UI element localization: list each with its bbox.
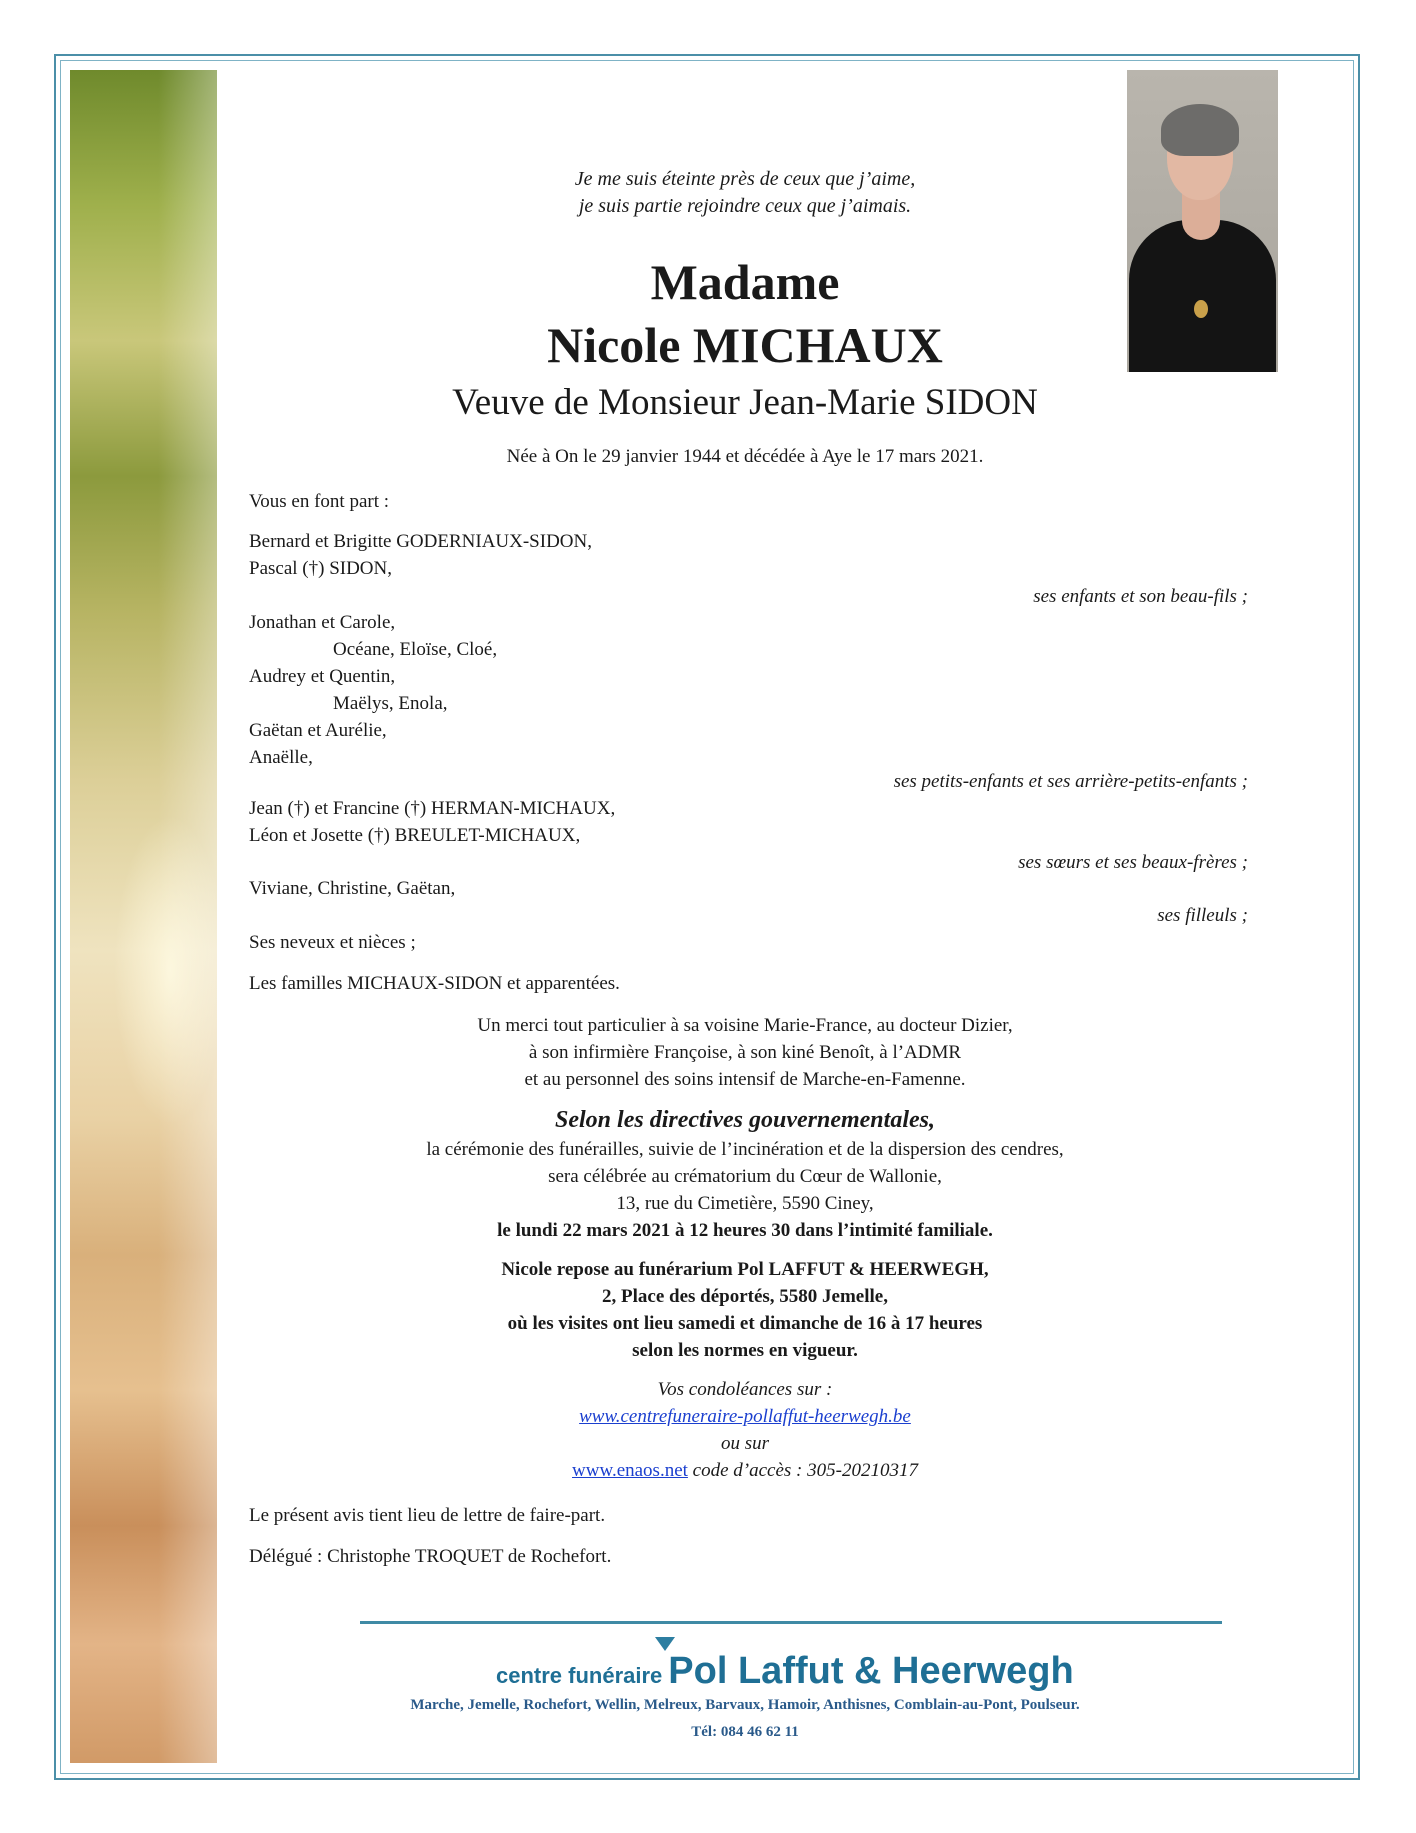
list-item: Audrey et Quentin, bbox=[249, 666, 396, 687]
list-item: Gaëtan et Aurélie, bbox=[249, 720, 387, 741]
footer-rule bbox=[360, 1621, 1222, 1624]
list-item: Pascal (†) SIDON, bbox=[249, 558, 393, 579]
list-item: Jean (†) et Francine (†) HERMAN-MICHAUX, bbox=[249, 798, 616, 819]
delegate-line: Délégué : Christophe TROQUET de Rochefort. bbox=[249, 1546, 612, 1567]
godchildren-role: ses filleuls ; bbox=[1157, 905, 1248, 926]
epigraph bbox=[240, 166, 1250, 220]
list-item: Bernard et Brigitte GODERNIAUX-SIDON, bbox=[249, 531, 592, 552]
list-item: Léon et Josette (†) BREULET-MICHAUX, bbox=[249, 825, 581, 846]
list-item: Océane, Eloïse, Cloé, bbox=[333, 639, 498, 660]
title-name: Nicole MICHAUX bbox=[547, 317, 943, 373]
funerarium-line: selon les normes en vigueur. bbox=[632, 1340, 858, 1361]
condolences-block bbox=[240, 1376, 1250, 1484]
epigraph-line: je suis partie rejoindre ceux que j’aimais. bbox=[578, 195, 912, 217]
logo-big-text: Pol Laffut & Heerwegh bbox=[668, 1650, 1074, 1692]
thanks-line: Un merci tout particulier à sa voisine Marie-France, au docteur Dizier, bbox=[477, 1015, 1013, 1036]
siblings-role: ses sœurs et ses beaux-frères ; bbox=[1018, 852, 1248, 873]
thanks-line: et au personnel des soins intensif de Marche-en-Famenne. bbox=[524, 1069, 966, 1090]
epigraph-line: Je me suis éteinte près de ceux que j’aime, bbox=[574, 168, 916, 190]
funeral-home-logo bbox=[496, 1650, 1126, 1693]
title-madame: Madame bbox=[650, 254, 840, 310]
list-item: Jonathan et Carole, bbox=[249, 612, 396, 633]
condolences-label: Vos condoléances sur : bbox=[657, 1379, 833, 1400]
footer-phone: Tél: 084 46 62 11 bbox=[691, 1724, 799, 1740]
nephews-line: Ses neveux et nièces ; bbox=[249, 932, 416, 953]
notice-line: Le présent avis tient lieu de lettre de faire-part. bbox=[249, 1505, 606, 1526]
funerarium-line: 2, Place des déportés, 5580 Jemelle, bbox=[602, 1286, 888, 1307]
funerarium-line: Nicole repose au funérarium Pol LAFFUT & HEERWEGH, bbox=[501, 1259, 989, 1280]
title-widow-of: Veuve de Monsieur Jean-Marie SIDON bbox=[452, 382, 1038, 423]
ceremony-line: la cérémonie des funérailles, suivie de l’incinération et de la dispersion des cendres, bbox=[426, 1139, 1064, 1160]
ceremony-date: le lundi 22 mars 2021 à 12 heures 30 dans l’intimité familiale. bbox=[497, 1220, 993, 1241]
godchildren-line: Viviane, Christine, Gaëtan, bbox=[249, 878, 456, 899]
siblings-list bbox=[249, 795, 615, 849]
thanks-line: à son infirmière Françoise, à son kiné Benoît, à l’ADMR bbox=[528, 1042, 962, 1063]
funerarium-line: où les visites ont lieu samedi et dimanche de 16 à 17 heures bbox=[507, 1313, 983, 1334]
families-line: Les familles MICHAUX-SIDON et apparentées. bbox=[249, 973, 620, 994]
ceremony-line: 13, rue du Cimetière, 5590 Ciney, bbox=[616, 1193, 874, 1214]
forest-path-photo bbox=[70, 70, 217, 1763]
intro-text: Vous en font part : bbox=[249, 491, 390, 512]
condolences-link-enaos[interactable]: www.enaos.net bbox=[572, 1460, 688, 1481]
access-code: code d’accès : 305-20210317 bbox=[687, 1460, 918, 1481]
list-item: Anaëlle, bbox=[249, 747, 313, 768]
logo-arrow-icon bbox=[655, 1637, 675, 1651]
children-role: ses enfants et son beau-fils ; bbox=[1033, 586, 1248, 607]
ceremony-block bbox=[240, 1136, 1250, 1244]
list-item: Maëlys, Enola, bbox=[333, 693, 448, 714]
birth-death-line: Née à On le 29 janvier 1944 et décédée à Aye le 17 mars 2021. bbox=[506, 446, 984, 467]
funerarium-block bbox=[240, 1256, 1250, 1364]
grandchildren-list bbox=[249, 609, 497, 771]
condolences-or: ou sur bbox=[720, 1433, 770, 1454]
grandchildren-role: ses petits-enfants et ses arrière-petits-enfants ; bbox=[893, 771, 1248, 792]
footer-locations: Marche, Jemelle, Rochefort, Wellin, Melreux, Barvaux, Hamoir, Anthisnes, Comblain-au-Pont, Poulseur. bbox=[410, 1697, 1080, 1713]
condolences-link-funeral-home[interactable]: www.centrefuneraire-pollaffut-heerwegh.be bbox=[579, 1406, 911, 1427]
ceremony-heading: Selon les directives gouvernementales, bbox=[555, 1107, 935, 1133]
logo-small-text: centre funéraire bbox=[496, 1663, 663, 1688]
ceremony-line: sera célébrée au crématorium du Cœur de Wallonie, bbox=[548, 1166, 942, 1187]
children-list bbox=[249, 528, 592, 582]
thanks-block bbox=[240, 1012, 1250, 1093]
